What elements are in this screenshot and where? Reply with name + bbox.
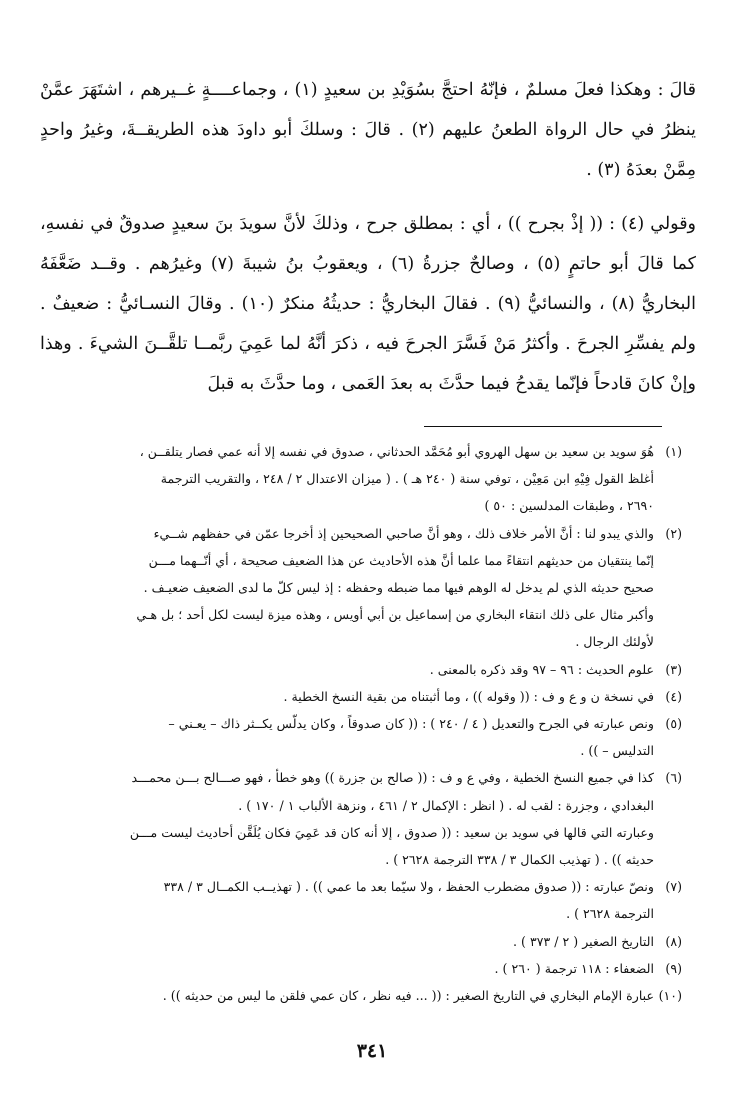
footnote-line: البغدادي ، وجزرة : لقب له . ( انظر : الإكمال ٢ / ٤٦١ ، ونزهة الألباب ١ / ١٧٠ ) .	[238, 797, 654, 813]
footnote-line: لأولئك الرجال .	[575, 634, 654, 650]
footnote-line: وعبارته التي قالها في سويد بن سعيد : (( صدوق ، إلا أنه كان قد عَمِيَ فكان يُلَقَّن أحاديث ليست مـــن	[129, 824, 654, 840]
main-paragraph-2: وقولي (٤) : (( إذْ بجرح )) ، أي : بمطلق جرح ، وذلكَ لأنَّ سويدَ بنَ سعيدٍ صدوقٌ في نفسهِ، كما قالَ أبو حاتمٍ (٥) ، وصالحٌ جزرةُ (٦) ، ويعقوبُ بنُ شيبةَ (٧) وغيرُهم . وقــد ضَعَّفَهُ البخاريُّ (٨) ، والنسائيُّ (٩) . فقالَ البخاريُّ : حديثُهُ منكرٌ (١٠) . وقالَ النسـائيُّ : ضعيفٌ . ولم يفسِّرِ الجرحَ . وأكثرُ مَنْ فَسَّرَ الجرحَ فيه ، ذكرَ أنَّهُ لما عَمِيَ ربَّمــا تلقَّــنَ الشيءَ . وهذا وإنْ كانَ قادحاً فإنّما يقدحُ فيما حدَّثَ به بعدَ العَمى ، وما حدَّثَ به قبلَ	[40, 214, 697, 394]
footnote-6	[38, 764, 682, 873]
footnote-line: التاريخ الصغير ( ٢ / ٣٧٣ ) .	[513, 933, 654, 949]
footnote-line: ونص عبارته في الجرح والتعديل ( ٤ / ٢٤٠ ) : (( كان صدوقاً ، وكان يدلّس يكــثر ذاك – يعـني –	[168, 716, 654, 732]
footnote-2	[38, 520, 682, 656]
footnotes	[38, 438, 682, 1009]
footnote-line: الضعفاء : ١١٨ ترجمة ( ٢٦٠ ) .	[494, 960, 654, 976]
footnote-number: (١)	[665, 444, 682, 459]
footnote-separator	[424, 426, 662, 427]
footnote-number: (٦)	[665, 770, 682, 786]
footnote-line: في نسخة ن و ع و ف : (( وقوله )) ، وما أثبتناه من بقية النسخ الخطية .	[283, 688, 654, 704]
main-text	[40, 70, 696, 404]
footnote-line: وأكبر مثال على ذلك انتقاء البخاري من إسماعيل بن أبي أويس ، وهذه ميزة ليست لكل أحد ؛ بل هـي	[136, 607, 654, 623]
footnote-line: هُوَ سويد بن سعيد بن سهل الهروي أبو مُحَمَّد الحدثاني ، صدوق في نفسه إلا أنه عمي فصار يتلقــن ،	[139, 444, 654, 459]
footnote-10	[38, 982, 682, 1009]
main-paragraph-1: قالَ : وهكذا فعلَ مسلمٌ ، فإنّهُ احتجَّ بسُوَيْدِ بن سعيدٍ (١) ، وجماعــــةٍ غــيرهم ، اشتَهَرَ عمَّنْ ينظرُ في حال الرواة الطعنُ عليهم (٢) . قالَ : وسلكَ أبو داودَ هذه الطريقــةَ، وغيرُ واحدٍ مِمَّنْ بعدَهُ (٣) .	[40, 80, 696, 180]
footnote-number: (٩)	[665, 960, 682, 976]
footnote-number: (٥)	[665, 716, 682, 732]
footnote-8	[38, 928, 682, 955]
footnote-line: عبارة الإمام البخاري في التاريخ الصغير : (( ... فيه نظر ، كان عمي فلقن ما ليس من حديثه )) .	[162, 988, 654, 1004]
footnote-line: الترجمة ٢٦٢٨ ) .	[566, 906, 654, 922]
footnote-5	[38, 710, 682, 764]
footnote-line: التدليس – )) .	[580, 743, 654, 759]
footnote-4	[38, 683, 682, 710]
footnote-number: (٤)	[665, 688, 682, 704]
footnote-line: أغلظ القول فِيْهِ ابن مَعِيْن ، توفي سنة ( ٢٤٠ هـ ) . ( ميزان الاعتدال ٢ / ٢٤٨ ، والتقريب الترجمة	[160, 471, 654, 487]
footnote-number: (٨)	[665, 933, 682, 949]
footnote-7	[38, 873, 682, 927]
footnote-number: (٢)	[665, 525, 682, 541]
footnote-line: كذا في جميع النسخ الخطية ، وفي ع و ف : (( صالح بن جزرة )) وهو خطأ ، فهو صـــالح بـــن محمـــد	[131, 770, 654, 786]
footnote-line: ٢٦٩٠ ، وطبقات المدلسين : ٥٠ )	[484, 498, 654, 514]
footnote-number: (١٠)	[658, 988, 682, 1004]
page-number: ٣٤١	[356, 1040, 388, 1062]
footnote-number: (٣)	[665, 661, 682, 677]
footnote-line: ونصّ عبارته : (( صدوق مضطرب الحفظ ، ولا سيّما بعد ما عمي )) . ( تهذيــب الكمــال ٣ / ٣٣٨	[163, 879, 654, 895]
footnote-line: إنّما ينتقيان من حديثهم انتقاءً مما علما أنَّ هذه الأحاديث عن هذا الضعيف صحيحة ، أي أنّــهما مـــن	[148, 552, 654, 568]
footnote-line: صحيح حديثه الذي لم يدخل له الوهم فيها مما ضبطه وحفظه : إذ ليس كلّ ما لدى الضعيف ضعيـف .	[143, 580, 654, 596]
footnote-line: والذي يبدو لنا : أنَّ الأمر خلاف ذلك ، وهو أنَّ صاحبي الصحيحين إذ أخرجا عمّن في حفظهم شــيء	[153, 525, 654, 541]
footnote-9	[38, 955, 682, 982]
footnote-1	[38, 438, 682, 520]
footnote-line: علوم الحديث : ٩٦ – ٩٧ وقد ذكره بالمعنى .	[429, 661, 654, 677]
footnote-line: حديثه )) . ( تهذيب الكمال ٣ / ٣٣٨ الترجمة ٢٦٢٨ ) .	[385, 852, 654, 868]
footnote-number: (٧)	[665, 879, 682, 895]
footnote-3	[38, 656, 682, 683]
